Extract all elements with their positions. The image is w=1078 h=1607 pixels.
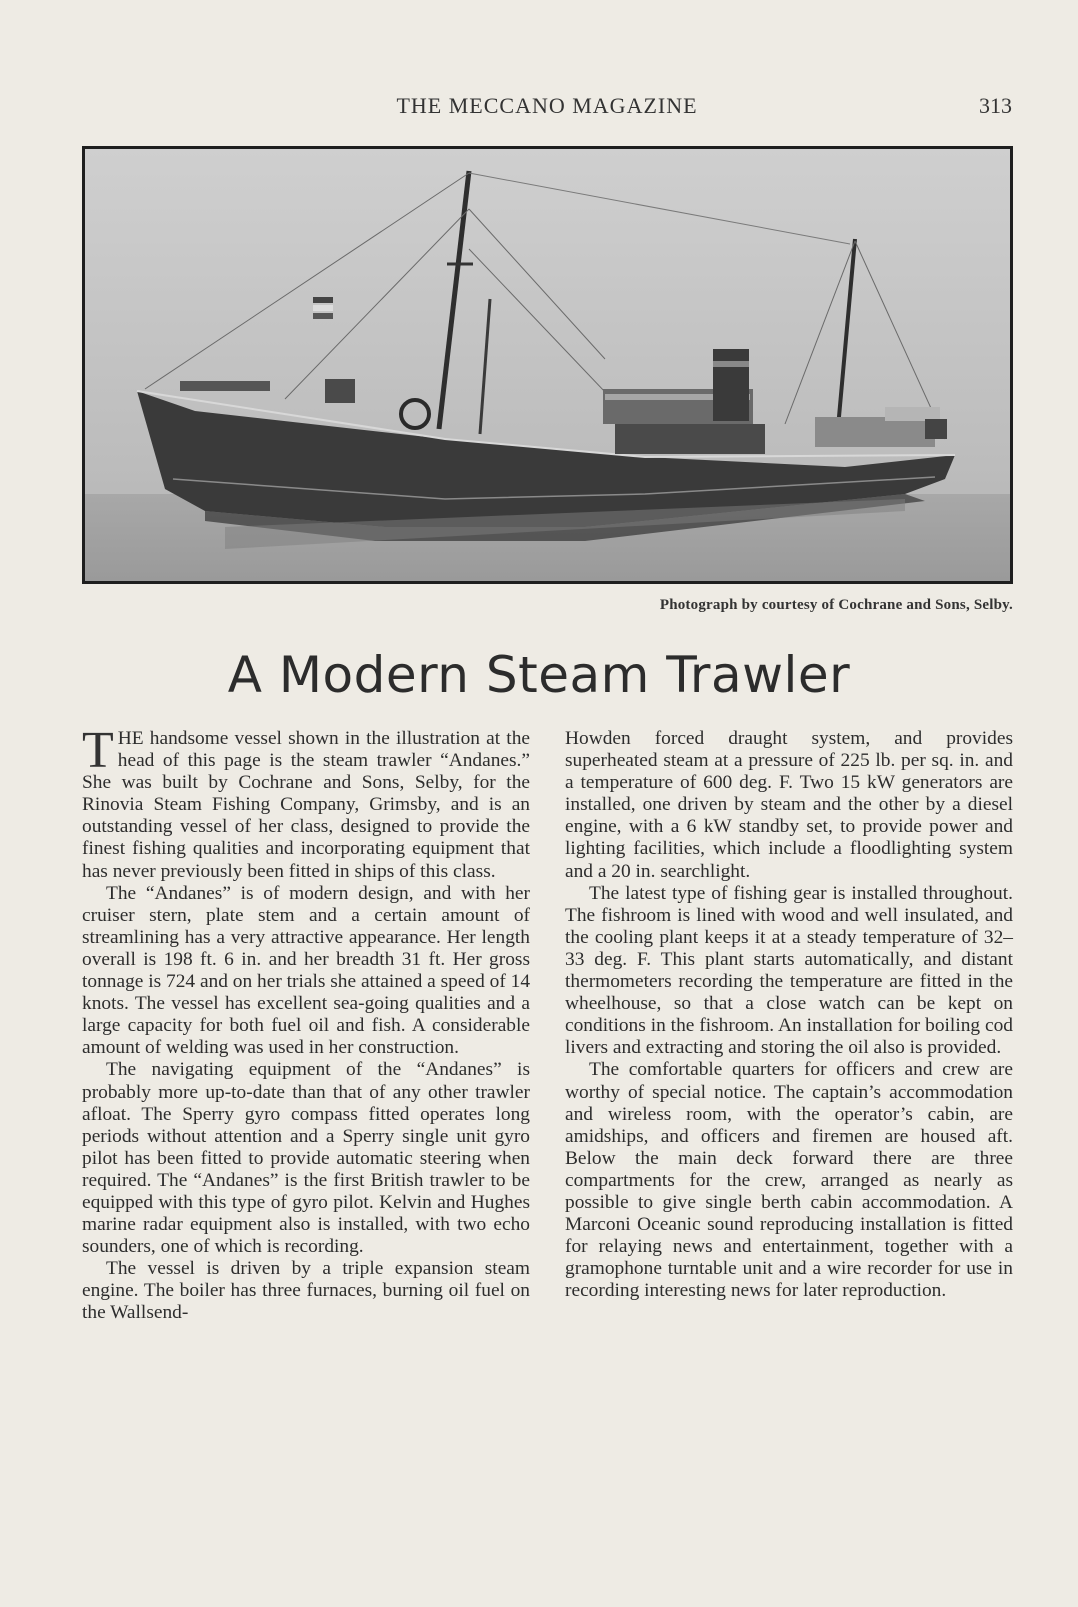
trawler-photograph [82,146,1013,584]
right-column [565,728,1013,1302]
paragraph: THE handsome vessel shown in the illustration at the head of this page is the steam trawler “Andanes.” She was built by Cochrane and Sons, Selby, for the Rinovia Steam Fishing Company, Grimsby, and is an outstanding vessel of her class, designed to provide the finest fishing qualities and incorporating equipment that has never previously been fitted in ships of this class. [82,722,530,882]
running-head [82,93,1012,123]
paragraph: The vessel is driven by a triple expansion steam engine. The boiler has three furnaces, burning oil fuel on the Wallsend- [82,1258,530,1324]
page-number: 313 [979,93,1012,118]
funnel [713,349,749,421]
journal-title: THE MECCANO MAGAZINE [396,93,698,118]
photo-credit: Photograph by courtesy of Cochrane and Sons, Selby. [659,597,1013,613]
paragraph: The latest type of fishing gear is installed throughout. The fishroom is lined with wood and well insulated, and the cooling plant keeps it at a steady temperature of 32–33 deg. F. This plant starts automatically, and distant thermometers recording the temperature are fitted in the wheelhouse, so that a close watch can be kept on conditions in the fishroom. An installation for boiling cod livers and extracting and storing the oil also is provided. [565,882,1013,1059]
paragraph: The navigating equipment of the “Andanes” is probably more up-to-date than that of any other trawler afloat. The Sperry gyro compass fitted operates long periods without attention and a Sperry single unit gyro pilot has been fitted to provide automatic steering when required. The “Andanes” is the first British trawler to be equipped with this type of gyro pilot. Kelvin and Hughes marine radar equipment also is installed, with two echo sounders, one of which is recording. [82,1059,530,1258]
paragraph: The comfortable quarters for officers and crew are worthy of special notice. The captain’s accommodation and wireless room, with the operator’s cabin, are amidships, and officers and firemen are housed aft. Below the main deck forward there are three compartments for the crew, arranged as nearly as possible to give single berth cabin accommodation. A Marconi Oceanic sound reproducing installation is fitted for relaying news and entertainment, together with a gramophone turntable unit and a wire recorder for use in recording interesting news for later reproduction. [565,1059,1013,1302]
drop-cap: T [82,722,114,779]
paragraph: The “Andanes” is of modern design, and with her cruiser stern, plate stem and a certain amount of streamlining has a very attractive appearance. Her length overall is 198 ft. 6 in. and her breadth 31 ft. Her gross tonnage is 724 and on her trials she attained a speed of 14 knots. The vessel has excellent sea-going qualities and a large capacity for both fuel oil and fish. A considerable amount of welding was used in her construction. [82,882,531,1059]
article-title: A Modern Steam Trawler [227,646,851,704]
left-column [82,722,531,1325]
trawler-image [85,149,1010,581]
paragraph: Howden forced draught system, and provides superheated steam at a pressure of 225 lb. per sq. in. and a temperature of 600 deg. F. Two 15 kW generators are installed, one driven by steam and the other by a diesel engine, with a 6 kW standby set, to provide power and lighting facilities, which include a floodlighting system and a 20 in. searchlight. [565,728,1013,882]
